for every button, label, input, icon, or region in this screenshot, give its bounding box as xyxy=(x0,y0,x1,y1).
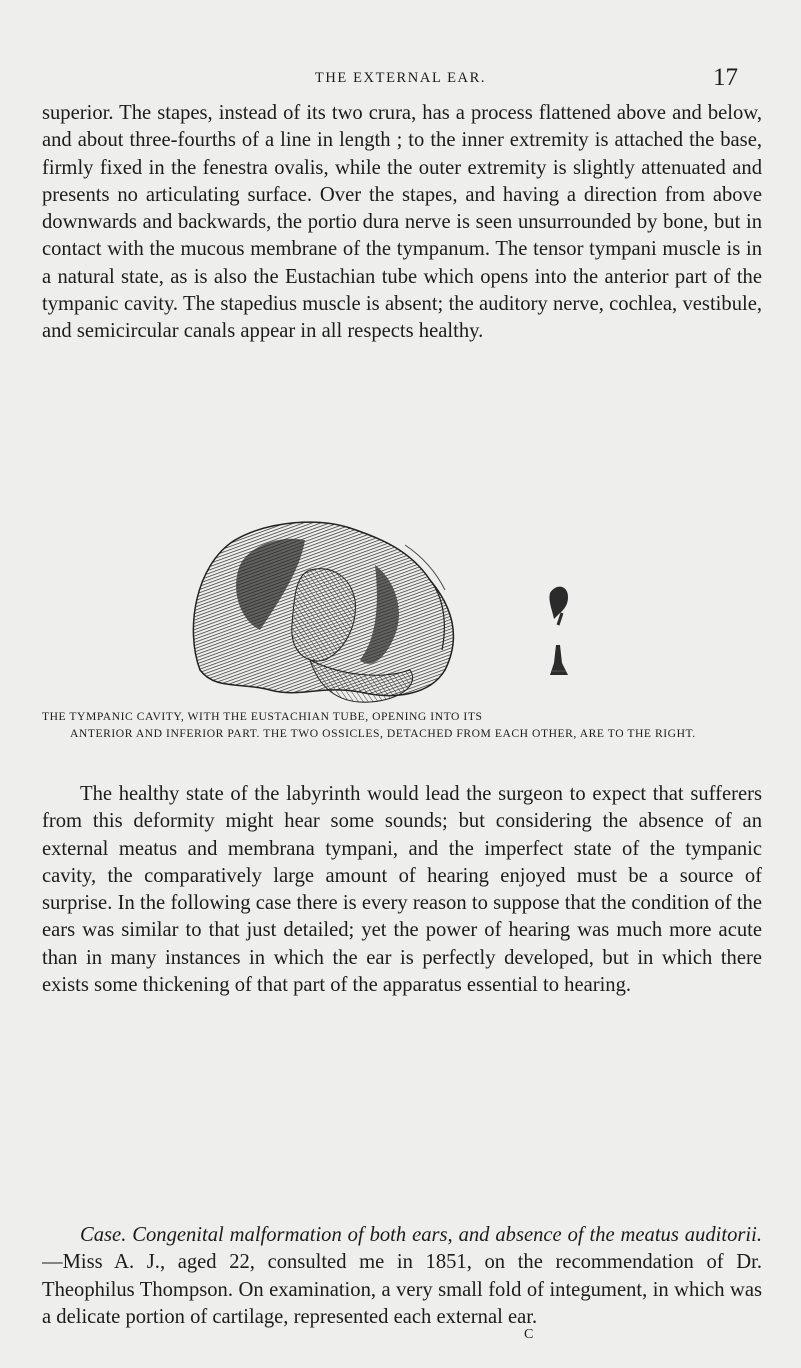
case-title: Congenital malformation of both ears, and absence of the meatus auditorii. xyxy=(132,1224,762,1246)
caption-continuation: ANTERIOR AND INFERIOR PART. THE TWO OSSICLES, DETACHED FROM EACH OTHER, ARE TO THE RIGHT. xyxy=(70,726,696,740)
figure-caption xyxy=(42,709,762,742)
running-head: THE EXTERNAL EAR. xyxy=(314,70,487,86)
case-label: Case. xyxy=(80,1224,127,1246)
paragraph-3 xyxy=(42,1222,762,1331)
engraving-svg xyxy=(180,510,480,710)
ossicles-svg xyxy=(528,575,588,690)
tympanic-cavity-illustration xyxy=(180,510,480,710)
signature-mark: C xyxy=(524,1327,534,1342)
ossicles-illustration xyxy=(528,575,588,690)
page-number: 17 xyxy=(713,64,738,91)
case-text: —Miss A. J., aged 22, consulted me in 1851, on the recommendation of Dr. Theophilus Thompson. On examination, a very small fold of integument, in which was a delicate portion of cartilage, represented each external ear. xyxy=(42,1251,762,1328)
paragraph-1: superior. The stapes, instead of its two crura, has a process flattened above and below, and about three-fourths of a line in length ; to the inner extremity is attached the base, firmly fixed in the fenestra ovalis, while the outer extremity is slightly attenuated and presents no articulating surface. Over the stapes, and having a direction from above downwards and backwards, the portio dura nerve is seen unsurrounded by bone, but in contact with the mucous membrane of the tympanum. The tensor tympani muscle is in a natural state, as is also the Eustachian tube which opens into the anterior part of the tympanic cavity. The stapedius muscle is absent; the auditory nerve, cochlea, vestibule, and semicircular canals appear in all respects healthy. xyxy=(42,102,762,343)
page-header xyxy=(0,64,801,94)
paragraph-2: The healthy state of the labyrinth would lead the surgeon to expect that sufferers from this deformity might hear some sounds; but considering the absence of an external meatus and membrana tympani, and the imperfect state of the tympanic cavity, the comparatively large amount of hearing enjoyed must be a source of surprise. In the following case there is every reason to suppose that the condition of the ears was similar to that just detailed; yet the power of hearing was much more acute than in many instances in which the ear is perfectly developed, but in which there exists some thickening of that part of the apparatus essential to hearing. xyxy=(42,783,762,997)
caption-line-1: THE TYMPANIC CAVITY, WITH THE EUSTACHIAN TUBE, OPENING INTO ITS xyxy=(42,710,483,723)
